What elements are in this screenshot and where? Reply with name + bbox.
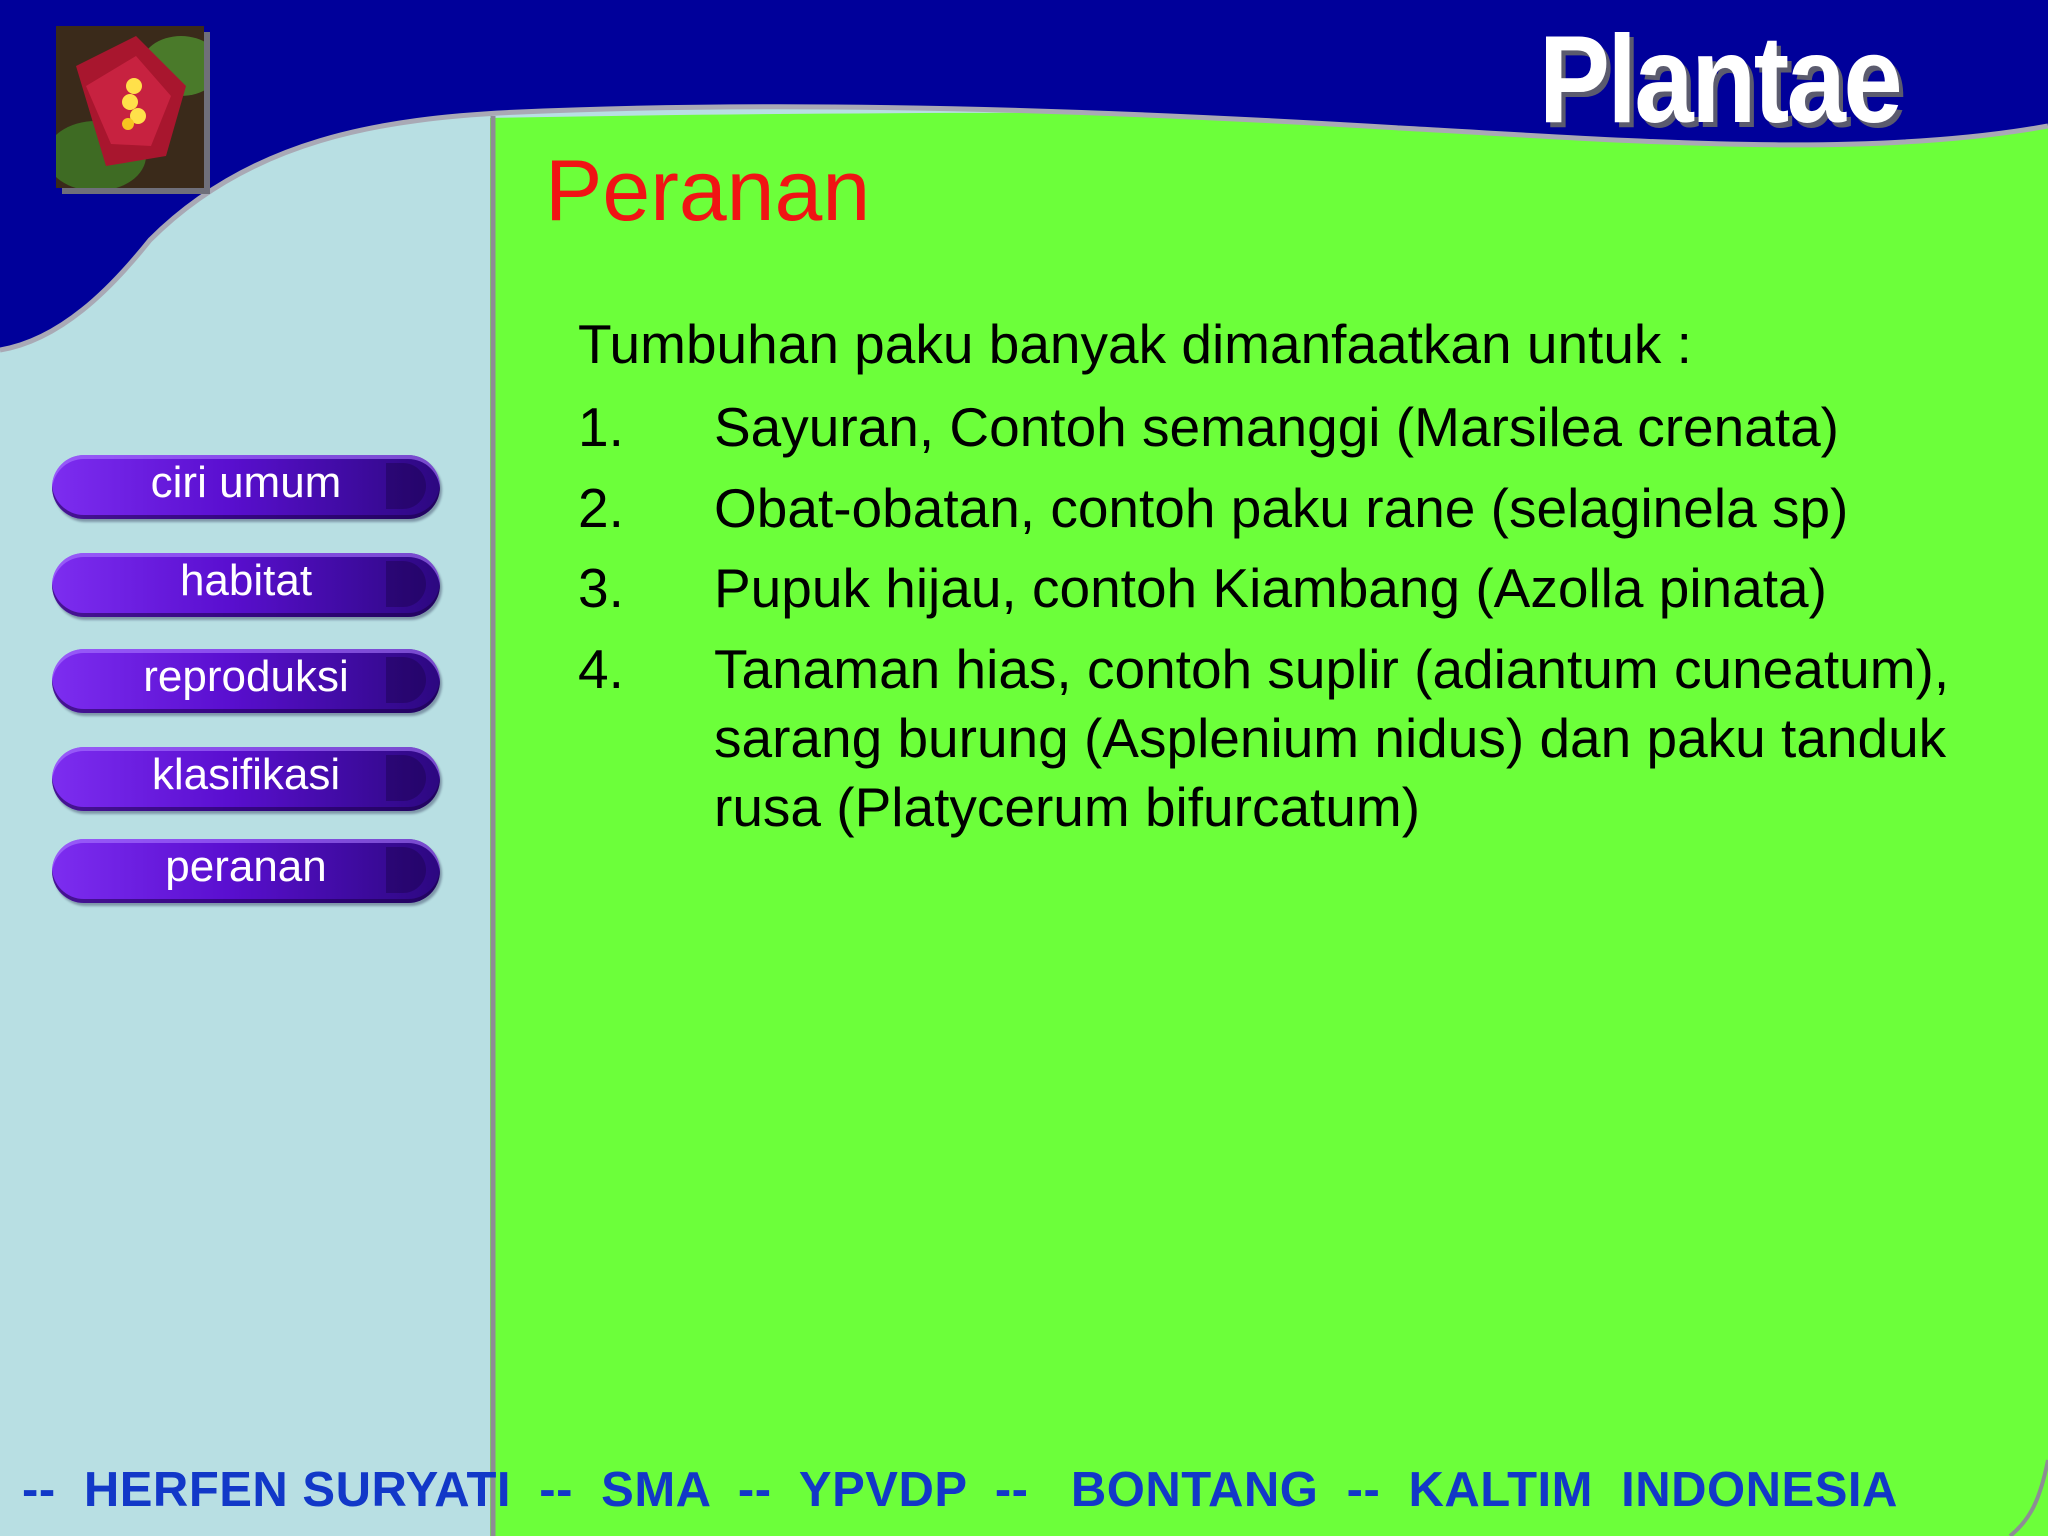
list-item bbox=[578, 554, 1978, 623]
list-item-number: 4. bbox=[578, 638, 624, 700]
intro-text: Tumbuhan paku banyak dimanfaatkan untuk : bbox=[578, 313, 1692, 375]
list-item-text: Sayuran, Contoh semanggi (Marsilea crenata) bbox=[714, 395, 1840, 458]
sidebar-item-klasifikasi[interactable]: klasifikasi bbox=[52, 747, 440, 811]
list-item-number: 2. bbox=[578, 476, 624, 539]
list-item bbox=[578, 635, 1978, 841]
list-item-text: Tanaman hias, contoh suplir (adiantum cuneatum), sarang burung (Asplenium nidus) dan paku tanduk rusa (Platycerum bifurcatum) bbox=[714, 638, 1950, 838]
page-title: Peranan bbox=[545, 143, 871, 239]
sidebar-item-habitat[interactable]: habitat bbox=[52, 553, 440, 617]
sidebar-item-reproduksi[interactable]: reproduksi bbox=[52, 649, 440, 713]
list-item-text: Pupuk hijau, contoh Kiambang (Azolla pinata) bbox=[714, 557, 1827, 620]
list-item-number: 3. bbox=[578, 557, 624, 620]
app-title: Plantae bbox=[1538, 11, 1900, 149]
footer-credits: -- HERFEN SURYATI -- SMA -- YPVDP -- BONTANG -- KALTIM INDONESIA bbox=[22, 1463, 1898, 1517]
list-item bbox=[578, 393, 1978, 462]
sidebar-item-ciri-umum[interactable]: ciri umum bbox=[52, 455, 440, 519]
list-item bbox=[578, 474, 1978, 543]
list-item-number: 1. bbox=[578, 395, 624, 458]
flower-icon bbox=[56, 26, 204, 188]
sidebar-item-peranan[interactable]: peranan bbox=[52, 839, 440, 903]
content-body bbox=[578, 310, 1978, 853]
list-item-text: Obat-obatan, contoh paku rane (selaginela sp) bbox=[714, 476, 1849, 539]
